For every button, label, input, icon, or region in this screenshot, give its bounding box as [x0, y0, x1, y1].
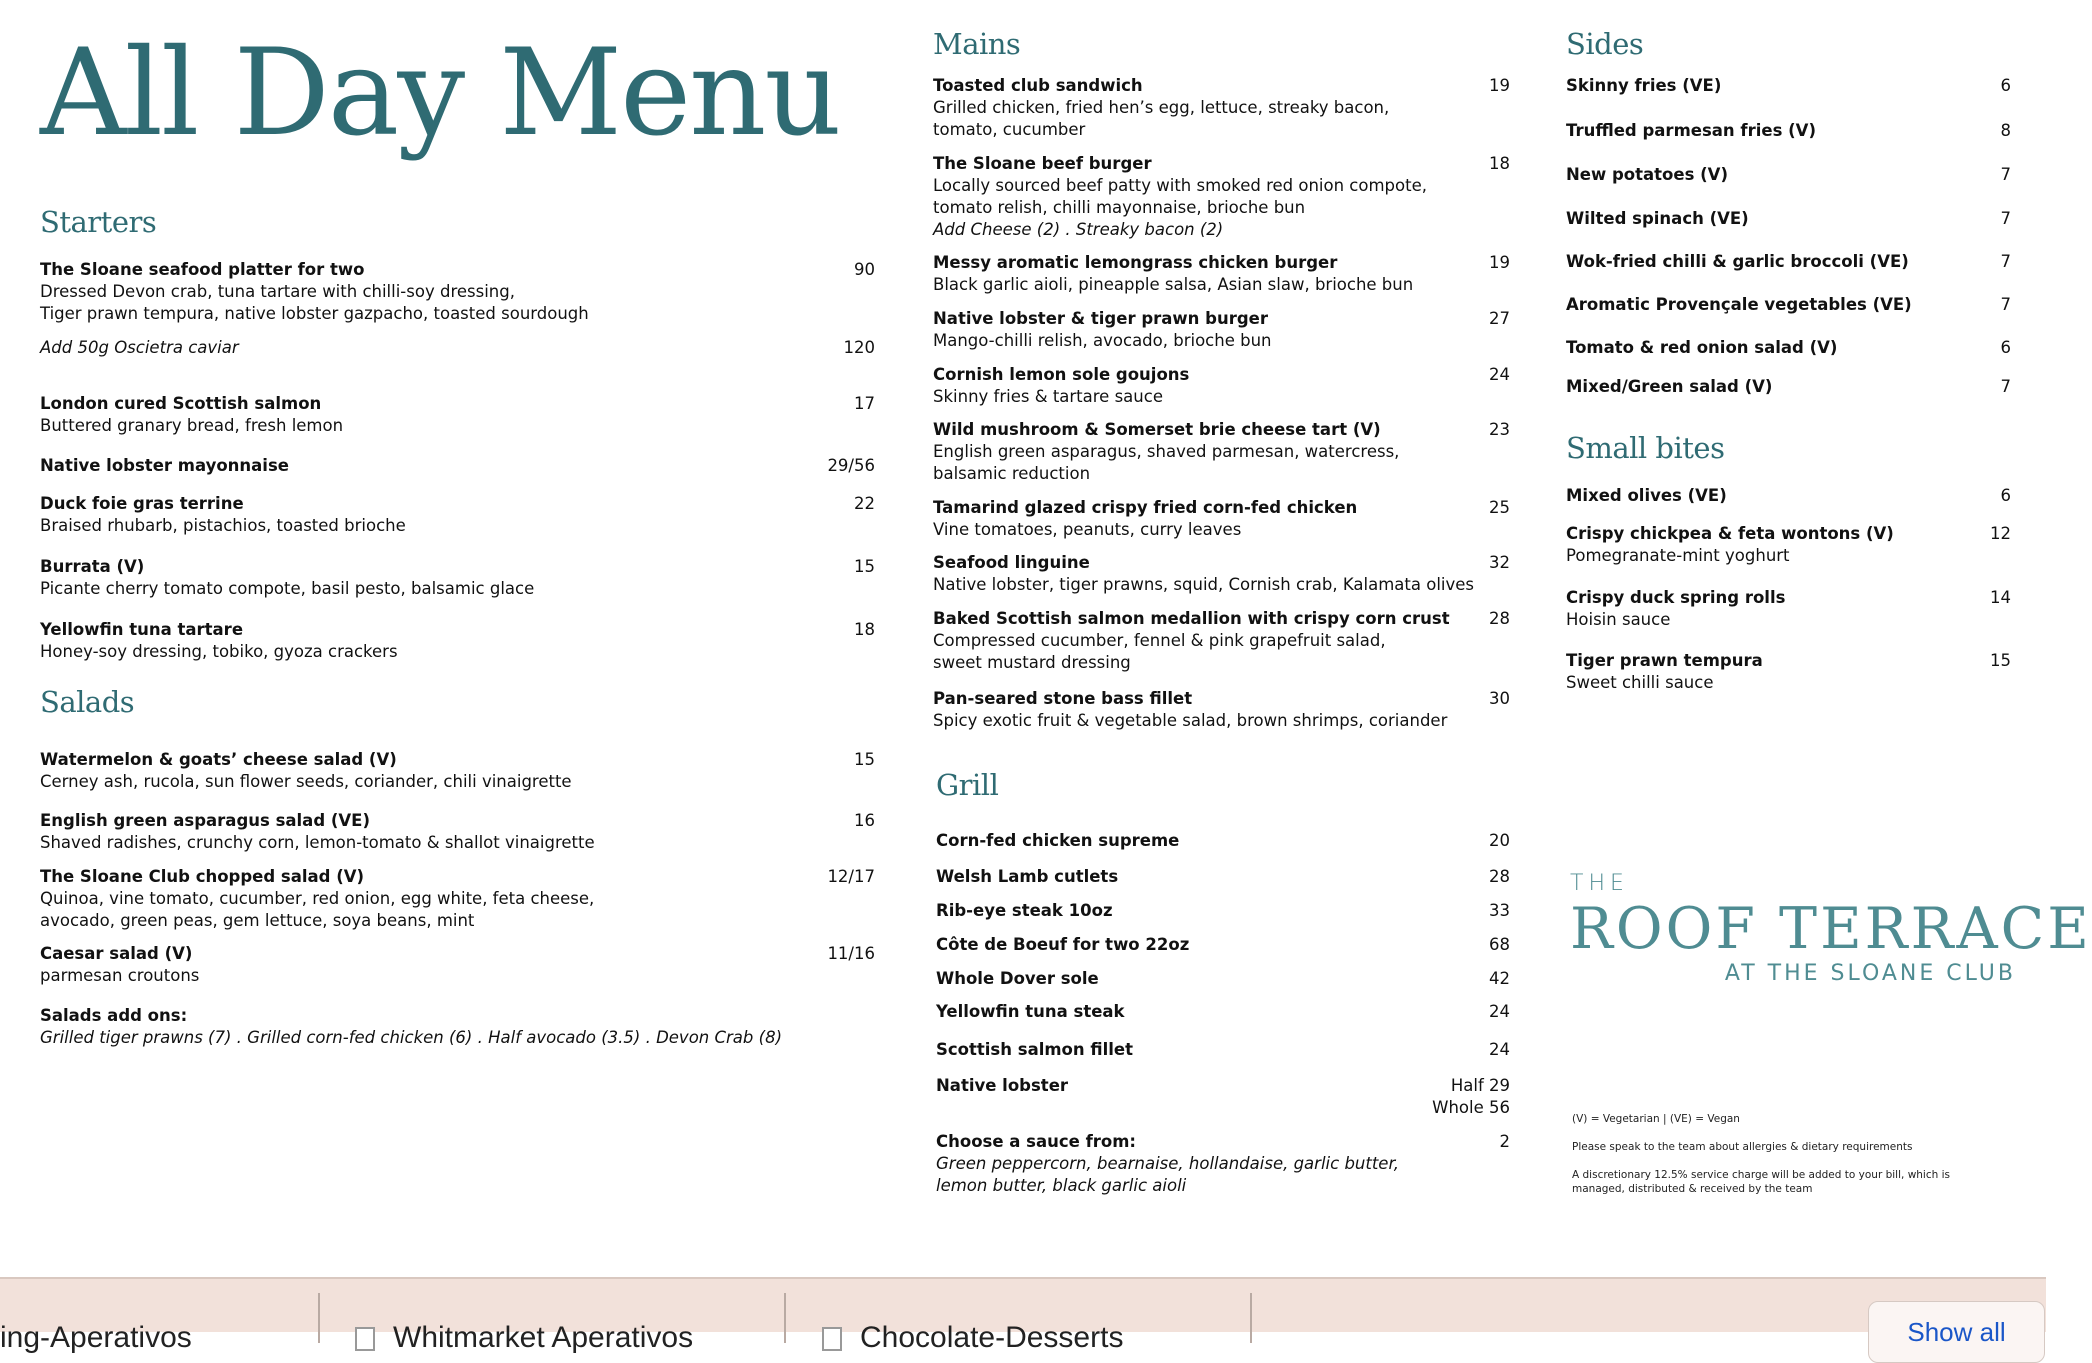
menu-item: Corn-fed chicken supreme [936, 831, 1180, 850]
item-price: 14 [1990, 588, 2011, 607]
menu-item: Burrata (V) Picante cherry tomato compote, basil pesto, balsamic glace [40, 557, 535, 598]
item-price: 15 [854, 557, 875, 576]
menu-item: The Sloane beef burger Locally sourced beef patty with smoked red onion compote, tomato relish, chilli mayonnaise, brioche bun Add Cheese (2) . Streaky bacon (2) [933, 154, 1427, 239]
item-price: 7 [2000, 209, 2011, 228]
document-icon [355, 1327, 375, 1351]
item-price: 120 [843, 338, 875, 357]
menu-item: The Sloane Club chopped salad (V) Quinoa, vine tomato, cucumber, red onion, egg white, feta cheese, avocado, green peas, gem lettuce, soya beans, mint [40, 867, 595, 930]
item-price: 15 [1990, 651, 2011, 670]
item-price: 19 [1489, 253, 1510, 272]
item-price: 18 [854, 620, 875, 639]
item-price: 6 [2000, 486, 2011, 505]
menu-item: Caesar salad (V) parmesan croutons [40, 944, 200, 985]
section-heading-grill: Grill [936, 768, 999, 802]
menu-item: Mixed/Green salad (V) [1566, 377, 1773, 396]
item-price: 30 [1489, 689, 1510, 708]
item-price: 16 [854, 811, 875, 830]
divider [1250, 1293, 1252, 1343]
download-item[interactable]: Whitmarket Aperativos [355, 1321, 693, 1355]
item-price: 15 [854, 750, 875, 769]
show-all-button[interactable]: Show all [1868, 1301, 2045, 1363]
menu-item: Yellowfin tuna tartare Honey-soy dressing, tobiko, gyoza crackers [40, 620, 398, 661]
item-price: 20 [1489, 831, 1510, 850]
item-price: 24 [1489, 1040, 1510, 1059]
section-heading-small-bites: Small bites [1566, 431, 1725, 465]
service-charge-note: A discretionary 12.5% service charge will be added to your bill, which is managed, distributed & received by the team [1572, 1169, 1951, 1195]
menu-item: Côte de Boeuf for two 22oz [936, 935, 1190, 954]
menu-footnotes [1572, 1112, 1952, 1210]
menu-item: Duck foie gras terrine Braised rhubarb, pistachios, toasted brioche [40, 494, 406, 535]
menu-item: English green asparagus salad (VE) Shaved radishes, crunchy corn, lemon-tomato & shallot vinaigrette [40, 811, 595, 852]
item-price: Half 29 Whole 56 [1432, 1076, 1510, 1117]
sauce-options: Choose a sauce from: Green peppercorn, bearnaise, hollandaise, garlic butter, lemon butter, black garlic aioli [936, 1132, 1399, 1195]
menu-item: Tomato & red onion salad (V) [1566, 338, 1838, 357]
item-price: 7 [2000, 377, 2011, 396]
item-price: 68 [1489, 935, 1510, 954]
menu-item: Native lobster & tiger prawn burger Mango-chilli relish, avocado, brioche bun [933, 309, 1272, 350]
menu-item: Native lobster mayonnaise [40, 456, 289, 475]
menu-item: The Sloane seafood platter for two Dressed Devon crab, tuna tartare with chilli-soy dressing, Tiger prawn tempura, native lobster gazpacho, toasted sourdough [40, 260, 589, 323]
item-price: 6 [2000, 76, 2011, 95]
item-price: 24 [1489, 365, 1510, 384]
menu-item: Crispy chickpea & feta wontons (V) Pomegranate-mint yoghurt [1566, 524, 1894, 565]
item-price: 18 [1489, 154, 1510, 173]
menu-item: Rib-eye steak 10oz [936, 901, 1113, 920]
menu-item: New potatoes (V) [1566, 165, 1728, 184]
section-heading-mains: Mains [933, 27, 1021, 61]
divider [784, 1293, 786, 1343]
download-item[interactable]: ing-Aperativos [0, 1321, 192, 1354]
document-icon [822, 1327, 842, 1351]
menu-item: Seafood linguine Native lobster, tiger prawns, squid, Cornish crab, Kalamata olives [933, 553, 1475, 594]
item-price: 12 [1990, 524, 2011, 543]
item-price: 23 [1489, 420, 1510, 439]
item-price: 33 [1489, 901, 1510, 920]
item-price: 32 [1489, 553, 1510, 572]
menu-item: Toasted club sandwich Grilled chicken, fried hen’s egg, lettuce, streaky bacon, tomato, cucumber [933, 76, 1390, 139]
divider [318, 1293, 320, 1343]
item-price: 24 [1489, 1002, 1510, 1021]
item-price: 11/16 [827, 944, 875, 963]
item-price: 8 [2000, 121, 2011, 140]
menu-item: Scottish salmon fillet [936, 1040, 1133, 1059]
allergy-note: Please speak to the team about allergies & dietary requirements [1572, 1141, 1913, 1153]
menu-item: Tiger prawn tempura Sweet chilli sauce [1566, 651, 1763, 692]
item-price: 7 [2000, 295, 2011, 314]
section-heading-sides: Sides [1566, 27, 1644, 61]
menu-item: Tamarind glazed crispy fried corn-fed chicken Vine tomatoes, peanuts, curry leaves [933, 498, 1358, 539]
menu-item: Mixed olives (VE) [1566, 486, 1727, 505]
item-price: 17 [854, 394, 875, 413]
menu-item: Welsh Lamb cutlets [936, 867, 1119, 886]
item-price: 27 [1489, 309, 1510, 328]
item-price: 25 [1489, 498, 1510, 517]
item-price: 19 [1489, 76, 1510, 95]
item-price: 42 [1489, 969, 1510, 988]
item-price: 6 [2000, 338, 2011, 357]
page-title: All Day Menu [40, 24, 840, 163]
menu-item: Cornish lemon sole goujons Skinny fries & tartare sauce [933, 365, 1190, 406]
menu-item: Crispy duck spring rolls Hoisin sauce [1566, 588, 1786, 629]
section-heading-salads: Salads [40, 685, 135, 719]
menu-item: Aromatic Provençale vegetables (VE) [1566, 295, 1912, 314]
section-heading-starters: Starters [40, 205, 157, 239]
download-item[interactable]: Chocolate-Desserts [822, 1321, 1123, 1355]
menu-item: Messy aromatic lemongrass chicken burger Black garlic aioli, pineapple salsa, Asian slaw, brioche bun [933, 253, 1414, 294]
item-price: 28 [1489, 609, 1510, 628]
menu-item: Pan-seared stone bass fillet Spicy exotic fruit & vegetable salad, brown shrimps, coriander [933, 689, 1448, 730]
item-price: 29/56 [827, 456, 875, 475]
menu-item: London cured Scottish salmon Buttered granary bread, fresh lemon [40, 394, 344, 435]
roof-terrace-logo: THE ROOF TERRACE AT THE SLOANE CLUB [1570, 871, 2092, 986]
dietary-legend: (V) = Vegetarian | (VE) = Vegan [1572, 1113, 1740, 1125]
item-price: 12/17 [827, 867, 875, 886]
item-price: 2 [1499, 1132, 1510, 1151]
item-price: 7 [2000, 252, 2011, 271]
download-bar [0, 1277, 2046, 1354]
menu-item: Wild mushroom & Somerset brie cheese tart (V) English green asparagus, shaved parmesan, watercress, balsamic reduction [933, 420, 1400, 483]
item-price: 90 [854, 260, 875, 279]
addon-caviar: Add 50g Oscietra caviar [40, 338, 239, 357]
menu-item: Truffled parmesan fries (V) [1566, 121, 1816, 140]
menu-item: Baked Scottish salmon medallion with crispy corn crust Compressed cucumber, fennel & pink grapefruit salad, sweet mustard dressing [933, 609, 1450, 672]
item-price: 28 [1489, 867, 1510, 886]
menu-item: Wilted spinach (VE) [1566, 209, 1749, 228]
menu-item: Skinny fries (VE) [1566, 76, 1722, 95]
menu-item: Yellowfin tuna steak [936, 1002, 1125, 1021]
menu-item: Wok-fried chilli & garlic broccoli (VE) [1566, 252, 1909, 271]
item-price: 7 [2000, 165, 2011, 184]
menu-item: Whole Dover sole [936, 969, 1099, 988]
item-price: 22 [854, 494, 875, 513]
menu-item: Native lobster [936, 1076, 1069, 1095]
menu-item: Watermelon & goats’ cheese salad (V) Cerney ash, rucola, sun flower seeds, coriander, chili vinaigrette [40, 750, 572, 791]
salad-addons: Salads add ons: Grilled tiger prawns (7) . Grilled corn-fed chicken (6) . Half avocado (3.5) . Devon Crab (8) [40, 1006, 783, 1047]
